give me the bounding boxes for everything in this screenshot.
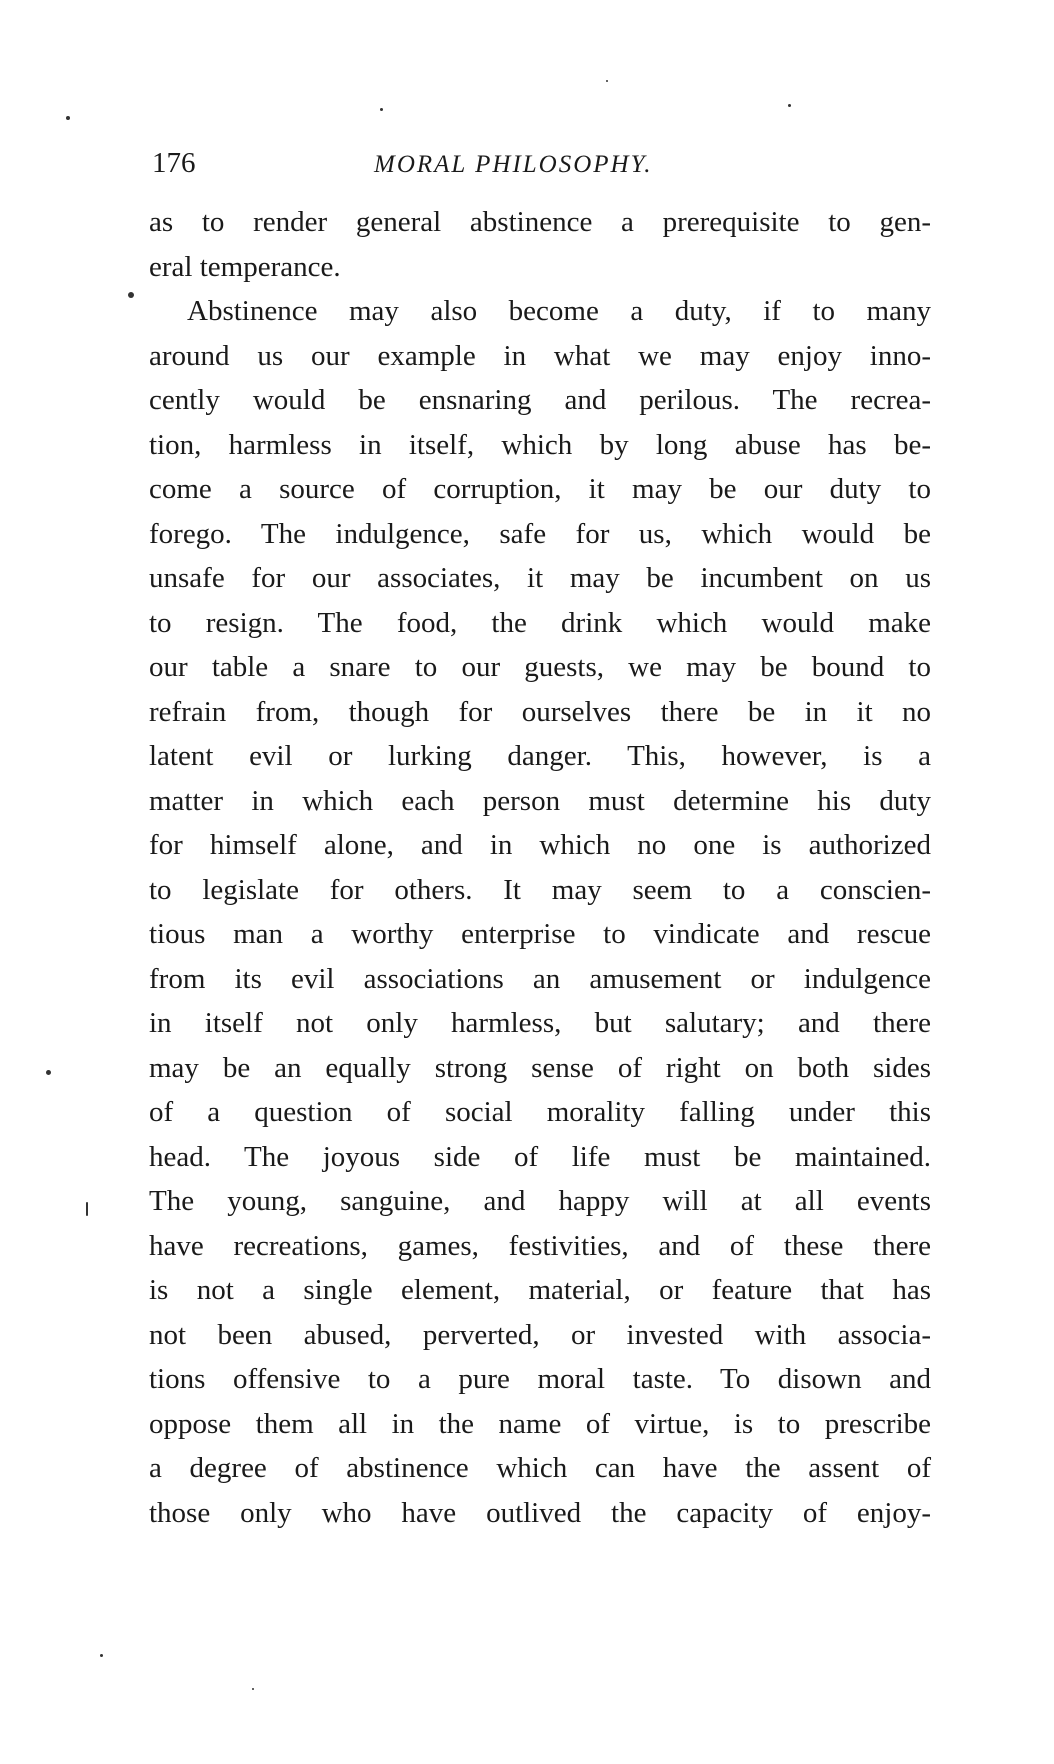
scan-speck: [66, 116, 70, 120]
text-line: those only who have outlived the capacity of enjoy-: [149, 1496, 931, 1529]
text-line: a degree of abstinence which can have the assent of: [149, 1452, 931, 1484]
text-line: tion, harmless in itself, which by long abuse has be-: [149, 428, 931, 461]
text-line: in itself not only harmless, but salutary; and there: [149, 1007, 931, 1039]
text-line: come a source of corruption, it may be our duty to: [149, 473, 931, 505]
text-line: forego. The indulgence, safe for us, which would be: [149, 517, 931, 550]
text-line: oppose them all in the name of virtue, is to prescribe: [149, 1407, 931, 1440]
running-title: MORAL PHILOSOPHY.: [374, 151, 653, 178]
text-line: tious man a worthy enterprise to vindicate and rescue: [149, 918, 931, 950]
page-number: 176: [152, 147, 196, 179]
text-line: tions offensive to a pure moral taste. To disown and: [149, 1363, 931, 1395]
text-line: have recreations, games, festivities, and of these there: [149, 1229, 931, 1262]
text-line: eral temperance.: [149, 250, 341, 283]
text-line: is not a single element, material, or feature that has: [149, 1274, 931, 1306]
text-line: The young, sanguine, and happy will at all events: [149, 1185, 931, 1217]
text-line: latent evil or lurking danger. This, however, is a: [149, 740, 931, 772]
scan-speck: [128, 292, 134, 298]
text-line: matter in which each person must determine his duty: [149, 784, 931, 817]
text-line: as to render general abstinence a prerequisite to gen-: [149, 206, 931, 238]
scan-speck: [46, 1070, 51, 1075]
text-line: to legislate for others. It may seem to a conscien-: [149, 873, 931, 906]
scan-speck: [380, 108, 383, 111]
text-line: not been abused, perverted, or invested with associa-: [149, 1318, 931, 1351]
text-line: head. The joyous side of life must be maintained.: [149, 1140, 931, 1173]
scan-speck: [788, 104, 791, 107]
text-line: of a question of social morality falling under this: [149, 1096, 931, 1128]
text-line: may be an equally strong sense of right on both sides: [149, 1051, 931, 1084]
text-line: from its evil associations an amusement or indulgence: [149, 962, 931, 995]
text-line: to resign. The food, the drink which would make: [149, 606, 931, 639]
scan-speck: [100, 1654, 103, 1657]
text-line: refrain from, though for ourselves there be in it no: [149, 695, 931, 728]
page-header: [152, 143, 932, 183]
body-text: [149, 200, 931, 1535]
scan-speck: [252, 1688, 254, 1690]
text-line: for himself alone, and in which no one is authorized: [149, 829, 931, 861]
scan-speck: [86, 1202, 88, 1216]
text-line: cently would be ensnaring and perilous. The recrea-: [149, 384, 931, 416]
text-line: around us our example in what we may enjoy inno-: [149, 339, 931, 372]
text-line: Abstinence may also become a duty, if to many: [187, 295, 931, 327]
text-line: our table a snare to our guests, we may be bound to: [149, 651, 931, 683]
text-line: unsafe for our associates, it may be incumbent on us: [149, 562, 931, 594]
scan-speck: [606, 80, 608, 82]
